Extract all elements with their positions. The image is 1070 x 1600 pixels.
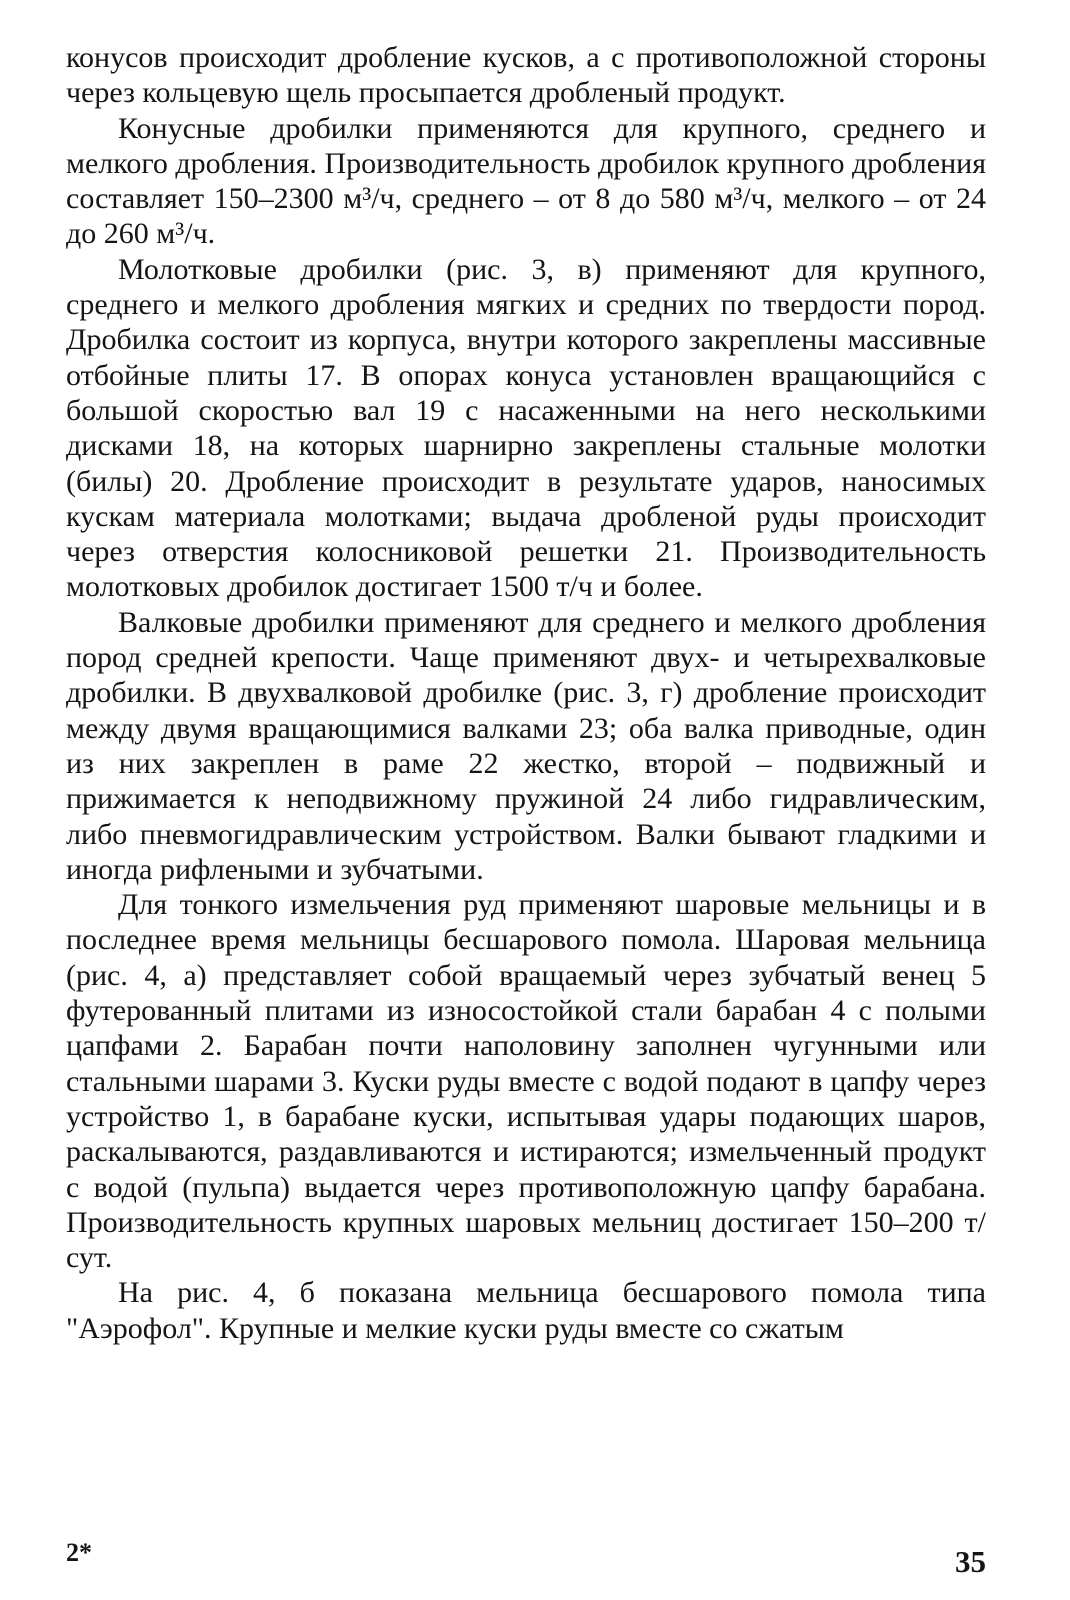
page-body bbox=[66, 40, 986, 1346]
paragraph-5: Для тонкого измельчения руд применяют шаровые мельницы и в последнее время мельницы бесшарового помола. Шаровая мельница (рис. 4, а) представляет собой вращаемый через зубчатый венец 5 футерованный плитами из износостойкой стали барабан 4 с полыми цапфами 2. Барабан почти наполовину заполнен чугунными или стальными шарами 3. Куски руды вместе с водой подают в цапфу через устройство 1, в барабане куски, испытывая удары подающих шаров, раскалываются, раздавливаются и истираются; измельченный продукт с водой (пульпа) выдается через противоположную цапфу барабана. Производительность крупных шаровых мельниц достигает 150–200 т/сут. bbox=[66, 888, 986, 1275]
page-number: 35 bbox=[955, 1544, 986, 1579]
paragraph-6: На рис. 4, б показана мельница бесшарового помола типа "Аэрофол". Крупные и мелкие куски руды вместе со сжатым bbox=[66, 1276, 986, 1345]
paragraph-4: Валковые дробилки применяют для среднего и мелкого дробления пород средней крепости. Чаще применяют двух- и четырехвалковые дробилки. В двухвалковой дробилке (рис. 3, г) дробление происходит между двумя вращающимися валками 23; оба валка приводные, один из них закреплен в раме 22 жестко, второй – подвижный и прижимается к неподвижному пружиной 24 либо гидравлическим, либо пневмогидравлическим устройством. Валки бывают гладкими и иногда рифлеными и зубчатыми. bbox=[66, 605, 986, 886]
paragraph-2: Конусные дробилки применяются для крупного, среднего и мелкого дробления. Производительность дробилок крупного дробления составляет 150–2300 м³/ч, среднего – от 8 до 580 м³/ч, мелкого – от 24 до 260 м³/ч. bbox=[66, 111, 986, 251]
paragraph-1: конусов происходит дробление кусков, а с противоположной стороны через кольцевую щель просыпается дробленый продукт. bbox=[66, 41, 986, 110]
paragraph-3: Молотковые дробилки (рис. 3, в) применяют для крупного, среднего и мелкого дробления мягких и средних по твердости пород. Дробилка состоит из корпуса, внутри которого закреплены массивные отбойные плиты 17. В опорах конуса установлен вращающийся с большой скоростью вал 19 с насаженными на него несколькими дисками 18, на которых шарнирно закреплены стальные молотки (билы) 20. Дробление происходит в результате ударов, наносимых кускам материала молотками; выдача дробленой руды происходит через отверстия колосниковой решетки 21. Производительность молотковых дробилок достигает 1500 т/ч и более. bbox=[66, 252, 986, 604]
signature-mark: 2* bbox=[66, 1538, 92, 1567]
